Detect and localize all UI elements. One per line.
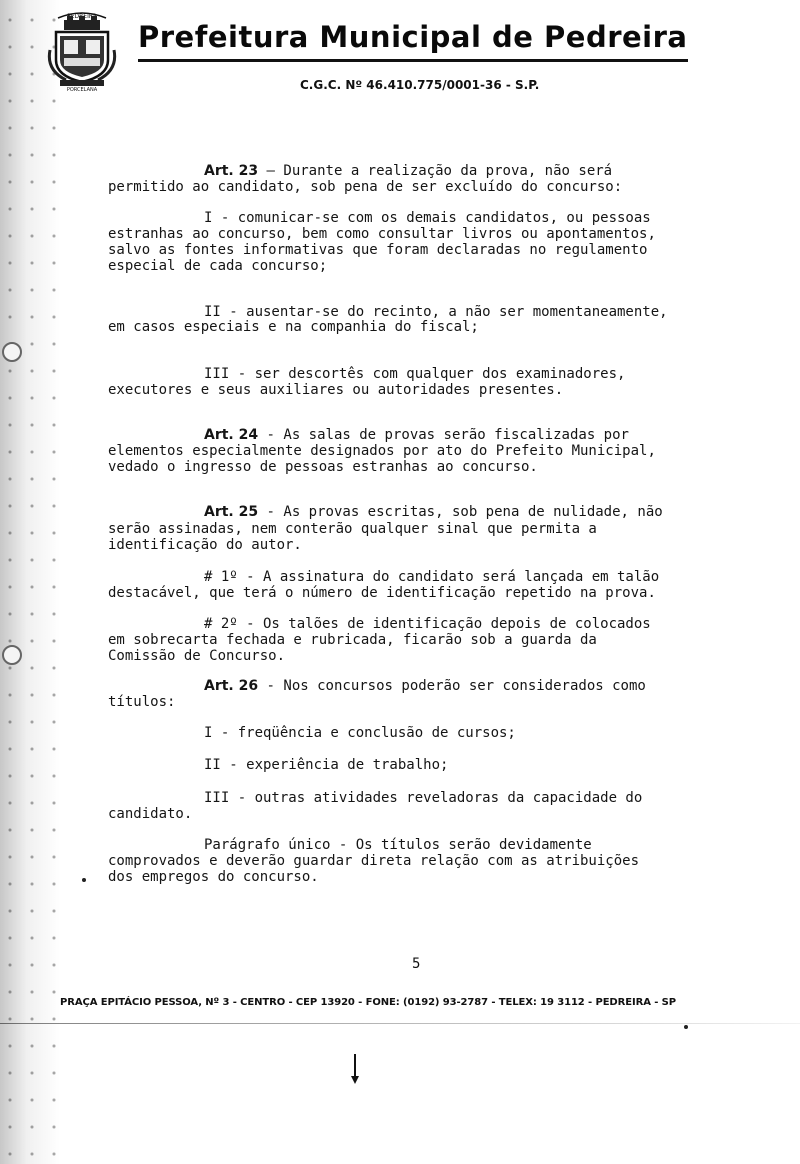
line-text: Parágrafo único - Os títulos serão devidamente xyxy=(204,837,592,853)
text-line xyxy=(108,180,730,195)
line-text: salvo as fontes informativas que foram declaradas no regulamento xyxy=(108,242,648,258)
line-text: I - freqüência e conclusão de cursos; xyxy=(204,725,516,741)
line-text: elementos especialmente designados por ato do Prefeito Municipal, xyxy=(108,443,656,459)
text-line xyxy=(204,726,554,741)
text-line xyxy=(204,679,730,694)
text-line xyxy=(108,444,730,459)
footer-rule xyxy=(0,1023,800,1024)
line-text: # 2º - Os talões de identificação depois de colocados xyxy=(204,616,651,632)
scan-speck xyxy=(82,878,86,882)
arrow-mark xyxy=(348,1052,362,1086)
text-line xyxy=(204,164,730,179)
scan-edge-shadow xyxy=(0,0,60,1164)
binder-hole xyxy=(2,342,22,362)
line-text: - As salas de provas serão fiscalizadas por xyxy=(258,427,629,443)
text-line xyxy=(204,838,730,853)
text-line xyxy=(108,259,358,274)
line-text: em casos especiais e na companhia do fiscal; xyxy=(108,319,479,335)
text-line xyxy=(108,383,620,398)
text-line xyxy=(108,227,730,242)
municipal-crest-logo xyxy=(46,10,118,92)
letterhead-title: Prefeitura Municipal de Pedreira xyxy=(138,20,688,54)
letterhead-cgc: C.G.C. Nº 46.410.775/0001-36 - S.P. xyxy=(300,78,540,92)
text-line xyxy=(204,791,730,806)
line-text: — Durante a realização da prova, não será xyxy=(258,163,613,179)
article-heading: Art. 24 xyxy=(204,427,259,443)
line-text: especial de cada concurso; xyxy=(108,258,328,274)
text-line xyxy=(204,211,730,226)
scan-speck xyxy=(684,1025,688,1029)
text-line xyxy=(108,586,718,601)
text-line xyxy=(108,538,326,553)
line-text: # 1º - A assinatura do candidato será lançada em talão xyxy=(204,569,660,585)
article-heading: Art. 26 xyxy=(204,678,259,694)
text-line xyxy=(204,367,730,382)
line-text: II - ausentar-se do recinto, a não ser momentaneamente, xyxy=(204,304,668,320)
line-text: estranhas ao concurso, bem como consultar livros ou apontamentos, xyxy=(108,226,656,242)
line-text: dos empregos do concurso. xyxy=(108,869,319,885)
line-text: III - ser descortês com qualquer dos examinadores, xyxy=(204,366,626,382)
line-text: comprovados e deverão guardar direta relação com as atribuições xyxy=(108,853,640,869)
text-line xyxy=(108,460,604,475)
text-line xyxy=(108,695,182,710)
text-line xyxy=(204,428,730,443)
text-line xyxy=(108,649,308,664)
line-text: executores e seus auxiliares ou autoridades presentes. xyxy=(108,382,564,398)
article-heading: Art. 25 xyxy=(204,504,259,520)
page-number: 5 xyxy=(412,956,421,972)
line-text: III - outras atividades reveladoras da capacidade do xyxy=(204,790,643,806)
letterhead-footer: PRAÇA EPITÁCIO PESSOA, Nº 3 - CENTRO - CEP 13920 - FONE: (0192) 93-2787 - TELEX: 19 3112 - PEDREIRA - SP xyxy=(60,997,676,1008)
letterhead-rule xyxy=(138,59,688,62)
line-text: - As provas escritas, sob pena de nulidade, não xyxy=(258,504,663,520)
text-line xyxy=(204,505,730,520)
binder-hole xyxy=(2,645,22,665)
line-text: permitido ao candidato, sob pena de ser excluído do concurso: xyxy=(108,179,623,195)
text-line xyxy=(108,522,730,537)
line-text: destacável, que terá o número de identificação repetido na prova. xyxy=(108,585,656,601)
text-line xyxy=(204,617,730,632)
line-text: títulos: xyxy=(108,694,176,710)
text-line xyxy=(204,570,730,585)
line-text: II - experiência de trabalho; xyxy=(204,757,449,773)
article-heading: Art. 23 xyxy=(204,163,259,179)
line-text: em sobrecarta fechada e rubricada, ficarão sob a guarda da xyxy=(108,632,597,648)
text-line xyxy=(108,807,206,822)
line-text: candidato. xyxy=(108,806,193,822)
svg-text:PORCELANA: PORCELANA xyxy=(66,87,98,92)
line-text: serão assinadas, nem conterão qualquer sinal que permita a xyxy=(108,521,597,537)
text-line xyxy=(204,758,480,773)
line-text: I - comunicar-se com os demais candidatos, ou pessoas xyxy=(204,210,651,226)
text-line xyxy=(108,320,538,335)
line-text: Comissão de Concurso. xyxy=(108,648,286,664)
line-text: - Nos concursos poderão ser considerados como xyxy=(258,678,646,694)
line-text: vedado o ingresso de pessoas estranhas ao concurso. xyxy=(108,459,538,475)
text-line xyxy=(108,870,348,885)
text-line xyxy=(108,243,730,258)
text-line xyxy=(204,305,730,320)
line-text: identificação do autor. xyxy=(108,537,302,553)
text-line xyxy=(108,633,730,648)
text-line xyxy=(108,854,730,869)
